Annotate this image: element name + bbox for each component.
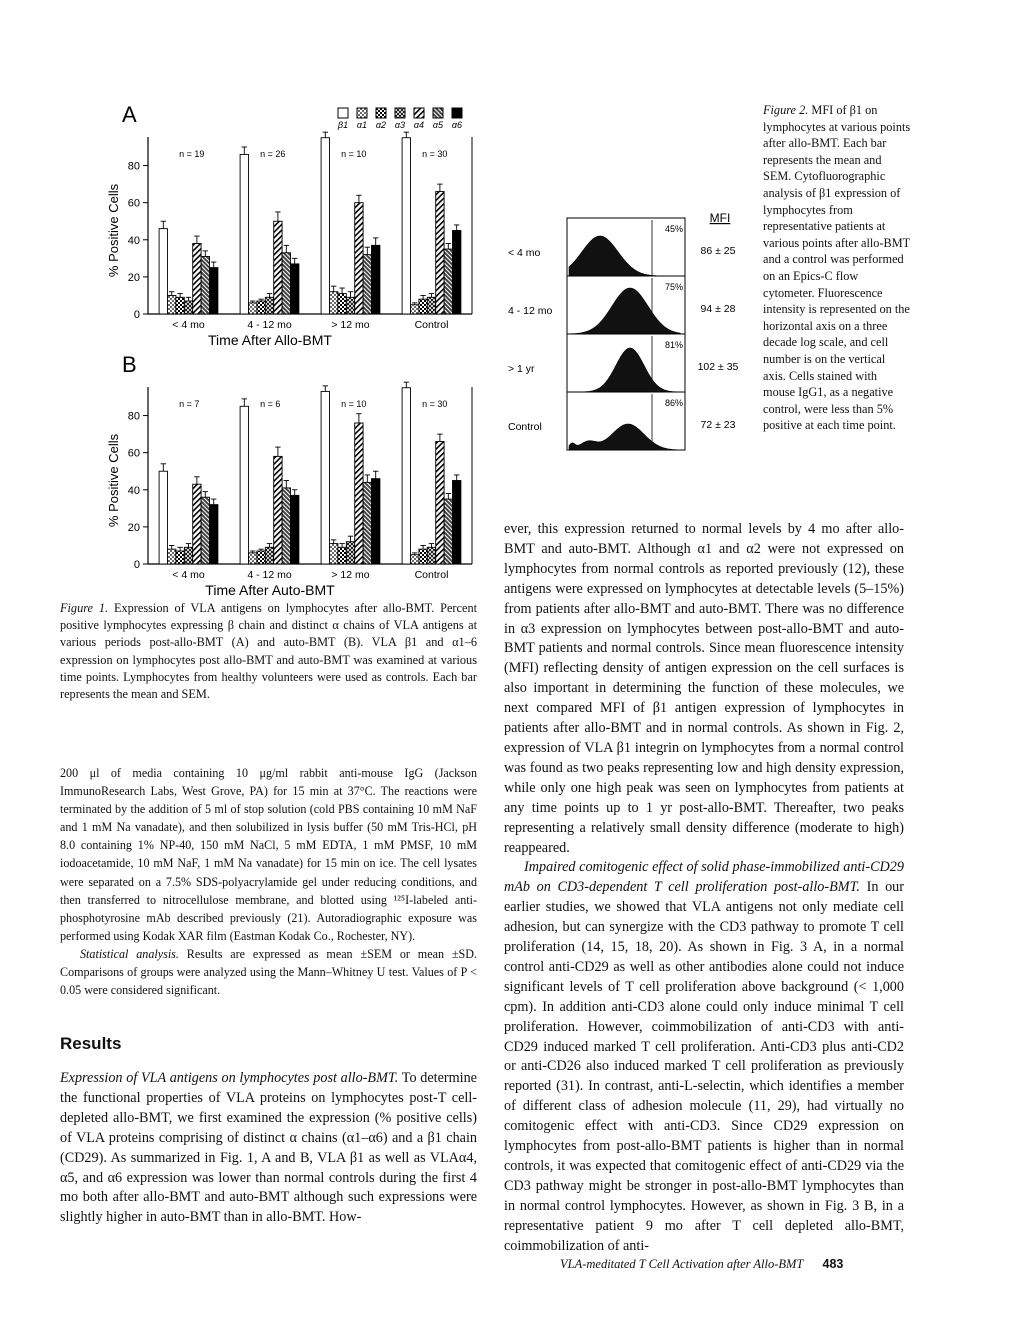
bar-α3 xyxy=(346,542,354,564)
bar-α1 xyxy=(330,292,338,314)
bar-α5 xyxy=(444,499,452,564)
y-axis-label: % Positive Cells xyxy=(106,433,121,528)
bar-α2 xyxy=(338,547,346,564)
mfi-value: 72 ± 23 xyxy=(700,419,736,431)
n-label: n = 19 xyxy=(179,149,205,159)
bar-α1 xyxy=(330,544,338,564)
stats-text: Results are expressed as mean ±SEM or mean ±SD. Comparisons of groups were analyzed using the Mann–Whitney U test. Values of P < 0.05 were considered significant. xyxy=(60,946,477,998)
stats-paragraph xyxy=(60,945,477,999)
x-axis-label: Time After Auto-BMT xyxy=(205,582,335,598)
panel-letter: B xyxy=(122,352,137,377)
n-label: n = 6 xyxy=(260,399,281,409)
row-label: < 4 mo xyxy=(508,247,541,259)
bar-α5 xyxy=(282,253,290,314)
legend-label: α3 xyxy=(394,120,406,130)
results-text: To determine the functional properties of VLA proteins on lymphocytes post-T cell-depleted allo-BMT, we first examined the expression (% positive cells) of VLA proteins comprising of distinct α chains (α1–α6) and a β1 chain (CD29). As summarized in Fig. 1, A and B, VLA β1 as well as VLAα4, α5, and α6 expression was lower than normal controls during the first 4 mo both after allo-BMT and auto-BMT although such expressions were slightly higher in auto-BMT than in allo-BMT. How- xyxy=(60,1070,477,1226)
histogram-curve xyxy=(569,236,681,276)
bar-α6 xyxy=(372,245,380,314)
comitogenic-text: In our earlier studies, we showed that VLA antigens not only mediate cell adhesion, but can synergize with the CD3 pathway to promote T cell proliferation (14, 15, 18, 20). As shown in Fig. 3 A, in a normal control anti-CD29 as well as other antibodies alone could not induce significant levels of T cell proliferation above background (< 1,000 cpm). In addition anti-CD3 alone could only induce minimal T cell proliferation. However, coimmobilization of anti-CD3 with anti-CD29 induced marked T cell proliferation. Anti-CD3 plus anti-CD2 or anti-CD26 also induced marked T cell proliferation as previously reported (31). In contrast, anti-L-selectin, which identifies a member of different class of adhesion molecule (11, 29), had virtually no comitogenic effect with anti-CD3. Since CD29 expression on lymphocytes from post-allo-BMT patients is higher than in normal controls, it was expected that comitogenic effect of anti-CD29 via the CD3 pathway might be stronger in post-allo-BMT lymphocytes than in normal control lymphocytes. However, as shown in Fig. 3 B, in a representative patient 9 mo after T cell depleted allo-BMT, coimmobilization of anti- xyxy=(504,879,904,1254)
bar-α3 xyxy=(346,297,354,314)
bar-α1 xyxy=(411,555,419,564)
row-label: > 1 yr xyxy=(508,363,535,375)
y-tick-label: 40 xyxy=(127,484,140,497)
bar-α3 xyxy=(427,547,435,564)
bar-β1 xyxy=(159,471,167,564)
bar-α4 xyxy=(355,423,363,564)
x-tick-label: 4 - 12 mo xyxy=(247,319,292,331)
results-paragraph xyxy=(60,1069,477,1228)
bar-α6 xyxy=(291,495,299,564)
bar-β1 xyxy=(240,154,248,314)
percent-positive: 81% xyxy=(664,340,683,350)
footer xyxy=(560,1257,910,1272)
y-tick-label: 60 xyxy=(127,447,140,460)
n-label: n = 30 xyxy=(422,399,448,409)
bar-α4 xyxy=(355,203,363,314)
bar-α4 xyxy=(436,442,444,564)
legend-label: α4 xyxy=(413,120,425,130)
bar-α2 xyxy=(419,299,427,314)
histogram-row xyxy=(508,218,736,276)
bar-β1 xyxy=(159,229,167,314)
x-tick-label: Control xyxy=(414,319,449,331)
mfi-value: 94 ± 28 xyxy=(700,303,736,315)
histogram-row xyxy=(508,276,736,334)
legend-label: α2 xyxy=(375,120,387,130)
percent-positive: 45% xyxy=(664,224,683,234)
y-tick-label: 40 xyxy=(127,234,140,247)
bar-β1 xyxy=(240,406,248,564)
histogram-curve xyxy=(569,348,681,392)
bar-β1 xyxy=(321,138,329,314)
bar-α4 xyxy=(193,243,201,314)
bar-α4 xyxy=(274,221,282,314)
bar-α5 xyxy=(363,255,371,314)
legend-label: α5 xyxy=(432,120,444,130)
y-tick-label: 0 xyxy=(133,309,140,321)
legend-swatch xyxy=(395,108,405,118)
percent-positive: 75% xyxy=(664,282,683,292)
bar-α2 xyxy=(257,301,265,314)
bar-α4 xyxy=(436,192,444,314)
figure-1-caption-text: Expression of VLA antigens on lymphocytes after allo-BMT. Percent positive lymphocytes expressing β chain and distinct α chains of VLA antigens at various periods post-allo-BMT (A) and auto-BMT (B). VLA β1 and α1–6 expression on lymphocytes post allo-BMT and auto-BMT was examined at various time points. Lymphocytes from healthy volunteers were used as controls. Each bar represents the mean and SEM. xyxy=(60,601,478,702)
bar-α3 xyxy=(184,547,192,564)
page-number: 483 xyxy=(822,1257,844,1271)
bar-α6 xyxy=(453,231,461,315)
figure-2-histograms xyxy=(500,200,750,500)
bar-α1 xyxy=(168,295,176,314)
mfi-value: 86 ± 25 xyxy=(700,245,736,257)
bar-α3 xyxy=(427,297,435,314)
histogram-row xyxy=(508,392,736,450)
x-tick-label: > 12 mo xyxy=(331,319,370,331)
y-tick-label: 80 xyxy=(127,410,140,423)
n-label: n = 30 xyxy=(422,149,448,159)
right-paragraph-1: ever, this expression returned to normal levels by 4 mo after allo-BMT and auto-BMT. Although α1 and α2 were not expressed on lymphocytes from normal controls as reported previously (12), these antigens were expressed on lymphocytes at detectable levels (5–15%) from patients after allo-BMT and auto-BMT. There was no difference in α3 expression on lymphocytes between post-allo-BMT and auto-BMT patients and normal controls. Since mean fluorescence intensity (MFI) reflecting density of antigen expression on the cell surfaces is also important in determining the function of these molecules, we next compared MFI of β1 antigen expression of lymphocytes in patients after allo-BMT and in normal controls. As shown in Fig. 2, expression of VLA β1 integrin on lymphocytes from a normal control was found as two peaks representing low and high density expression, while only one high peak was seen on lymphocytes from patients at any time points up to 1 yr post-allo-BMT. Thereafter, two peaks representing a relatively small density difference (moderate to high) reappeared. xyxy=(504,521,904,856)
histogram-row xyxy=(508,334,739,392)
figure-2-caption xyxy=(763,102,911,434)
figure-1 xyxy=(60,100,480,600)
x-tick-label: < 4 mo xyxy=(172,319,205,331)
legend-swatch xyxy=(338,108,348,118)
bar-α2 xyxy=(419,549,427,564)
bar-α3 xyxy=(265,547,273,564)
figure-2-caption-text: MFI of β1 on lymphocytes at various points after allo-BMT. Each bar represents the mean and SEM. Cytofluorographic analysis of β1 expression of lymphocytes from representative patients at various points after allo-BMT and a control was performed on an Epics-C flow cytometer. Fluorescence intensity is represented on the horizontal axis on a three decade log scale, and cell number is on the vertical axis. Cells stained with mouse IgG1, as a negative control, were less than 5% positive at each time point. xyxy=(763,103,911,433)
legend-swatch xyxy=(376,108,386,118)
figure-2 xyxy=(500,200,750,500)
bar-α2 xyxy=(338,294,346,314)
y-tick-label: 60 xyxy=(127,197,140,210)
y-axis-label: % Positive Cells xyxy=(106,183,121,278)
n-label: n = 10 xyxy=(341,399,367,409)
percent-positive: 86% xyxy=(664,398,683,408)
y-tick-label: 20 xyxy=(127,271,140,284)
bar-α5 xyxy=(282,488,290,564)
y-tick-label: 80 xyxy=(127,160,140,173)
bar-α6 xyxy=(453,481,461,565)
legend-label: α6 xyxy=(451,120,463,130)
bar-α6 xyxy=(210,268,218,314)
bar-α6 xyxy=(210,505,218,564)
bar-α4 xyxy=(274,456,282,564)
figure-1-caption xyxy=(60,600,477,703)
bar-α2 xyxy=(257,551,265,564)
bar-β1 xyxy=(321,391,329,564)
bar-α5 xyxy=(201,497,209,564)
y-tick-label: 20 xyxy=(127,521,140,534)
n-label: n = 26 xyxy=(260,149,286,159)
bar-α6 xyxy=(372,479,380,564)
legend-swatch xyxy=(452,108,462,118)
figure-1-chart xyxy=(60,100,480,600)
x-tick-label: > 12 mo xyxy=(331,569,370,581)
bar-β1 xyxy=(402,388,410,564)
bar-α3 xyxy=(184,301,192,314)
figure-1-caption-label: Figure 1. xyxy=(60,601,109,615)
bar-α1 xyxy=(249,553,257,564)
panel-letter: A xyxy=(122,102,137,127)
bar-α1 xyxy=(411,305,419,314)
n-label: n = 7 xyxy=(179,399,200,409)
bar-α5 xyxy=(363,482,371,564)
mfi-value: 102 ± 35 xyxy=(697,361,739,373)
results-subheading: Expression of VLA antigens on lymphocytes post allo-BMT. xyxy=(60,1070,399,1086)
x-tick-label: < 4 mo xyxy=(172,569,205,581)
results-section xyxy=(60,1034,477,1228)
bar-α3 xyxy=(265,297,273,314)
figure-2-caption-label: Figure 2. xyxy=(763,103,809,117)
x-tick-label: 4 - 12 mo xyxy=(247,569,292,581)
legend-swatch xyxy=(433,108,443,118)
bar-α6 xyxy=(291,264,299,314)
x-tick-label: Control xyxy=(414,569,449,581)
right-paragraph-2 xyxy=(504,858,904,1256)
legend-swatch xyxy=(357,108,367,118)
legend-swatch xyxy=(414,108,424,118)
methods-text xyxy=(60,764,477,999)
histogram-curve xyxy=(569,424,681,450)
bar-α4 xyxy=(193,484,201,564)
bar-α2 xyxy=(176,551,184,564)
bar-α1 xyxy=(168,549,176,564)
row-label: Control xyxy=(508,421,542,433)
bar-α5 xyxy=(201,256,209,314)
bar-β1 xyxy=(402,138,410,314)
x-axis-label: Time After Allo-BMT xyxy=(208,332,332,348)
n-label: n = 10 xyxy=(341,149,367,159)
results-heading: Results xyxy=(60,1034,122,1053)
stats-heading: Statistical analysis. xyxy=(80,946,179,961)
running-title: VLA-meditated T Cell Activation after Allo-BMT xyxy=(560,1257,804,1271)
bar-α5 xyxy=(444,249,452,314)
methods-paragraph: 200 μl of media containing 10 μg/ml rabbit anti-mouse IgG (Jackson ImmunoResearch Labs, West Grove, PA) for 15 min at 37°C. The reactions were terminated by the addition of 5 ml of stop solution (cold PBS containing 10 mM NaF and 1 mM Na vanadate), and then solubilized in lysis buffer (50 mM Tris-HCl, pH 8.0 containing 1% NP-40, 150 mM NaCl, 5 mM EDTA, 1 mM PMSF, 10 mM iodoacetamide, 10 mM NaF, 1 mM Na vanadate) for 15 min on ice. The cell lysates were separated on a 7.5% SDS-polyacrylamide gel under reducing conditions, and then transferred to nitrocellulose membrane, and blotted using ¹²⁵I-labeled anti-phosphotyrosine mAb described previously (21). Autoradiographic exposure was performed using Kodak XAR film (Eastman Kodak Co., Rochester, NY). xyxy=(60,766,477,943)
right-column xyxy=(504,520,904,1257)
bar-α2 xyxy=(176,297,184,314)
legend-label: β1 xyxy=(337,120,349,130)
y-tick-label: 0 xyxy=(133,559,140,571)
histogram-curve xyxy=(569,288,681,334)
bar-α1 xyxy=(249,303,257,314)
comitogenic-heading: Impaired comitogenic effect of solid phase-immobilized anti-CD29 mAb on CD3-dependent T cell proliferation post-allo-BMT. xyxy=(504,859,904,896)
row-label: 4 - 12 mo xyxy=(508,305,553,317)
legend-label: α1 xyxy=(356,120,368,130)
mfi-header: MFI xyxy=(709,211,731,225)
